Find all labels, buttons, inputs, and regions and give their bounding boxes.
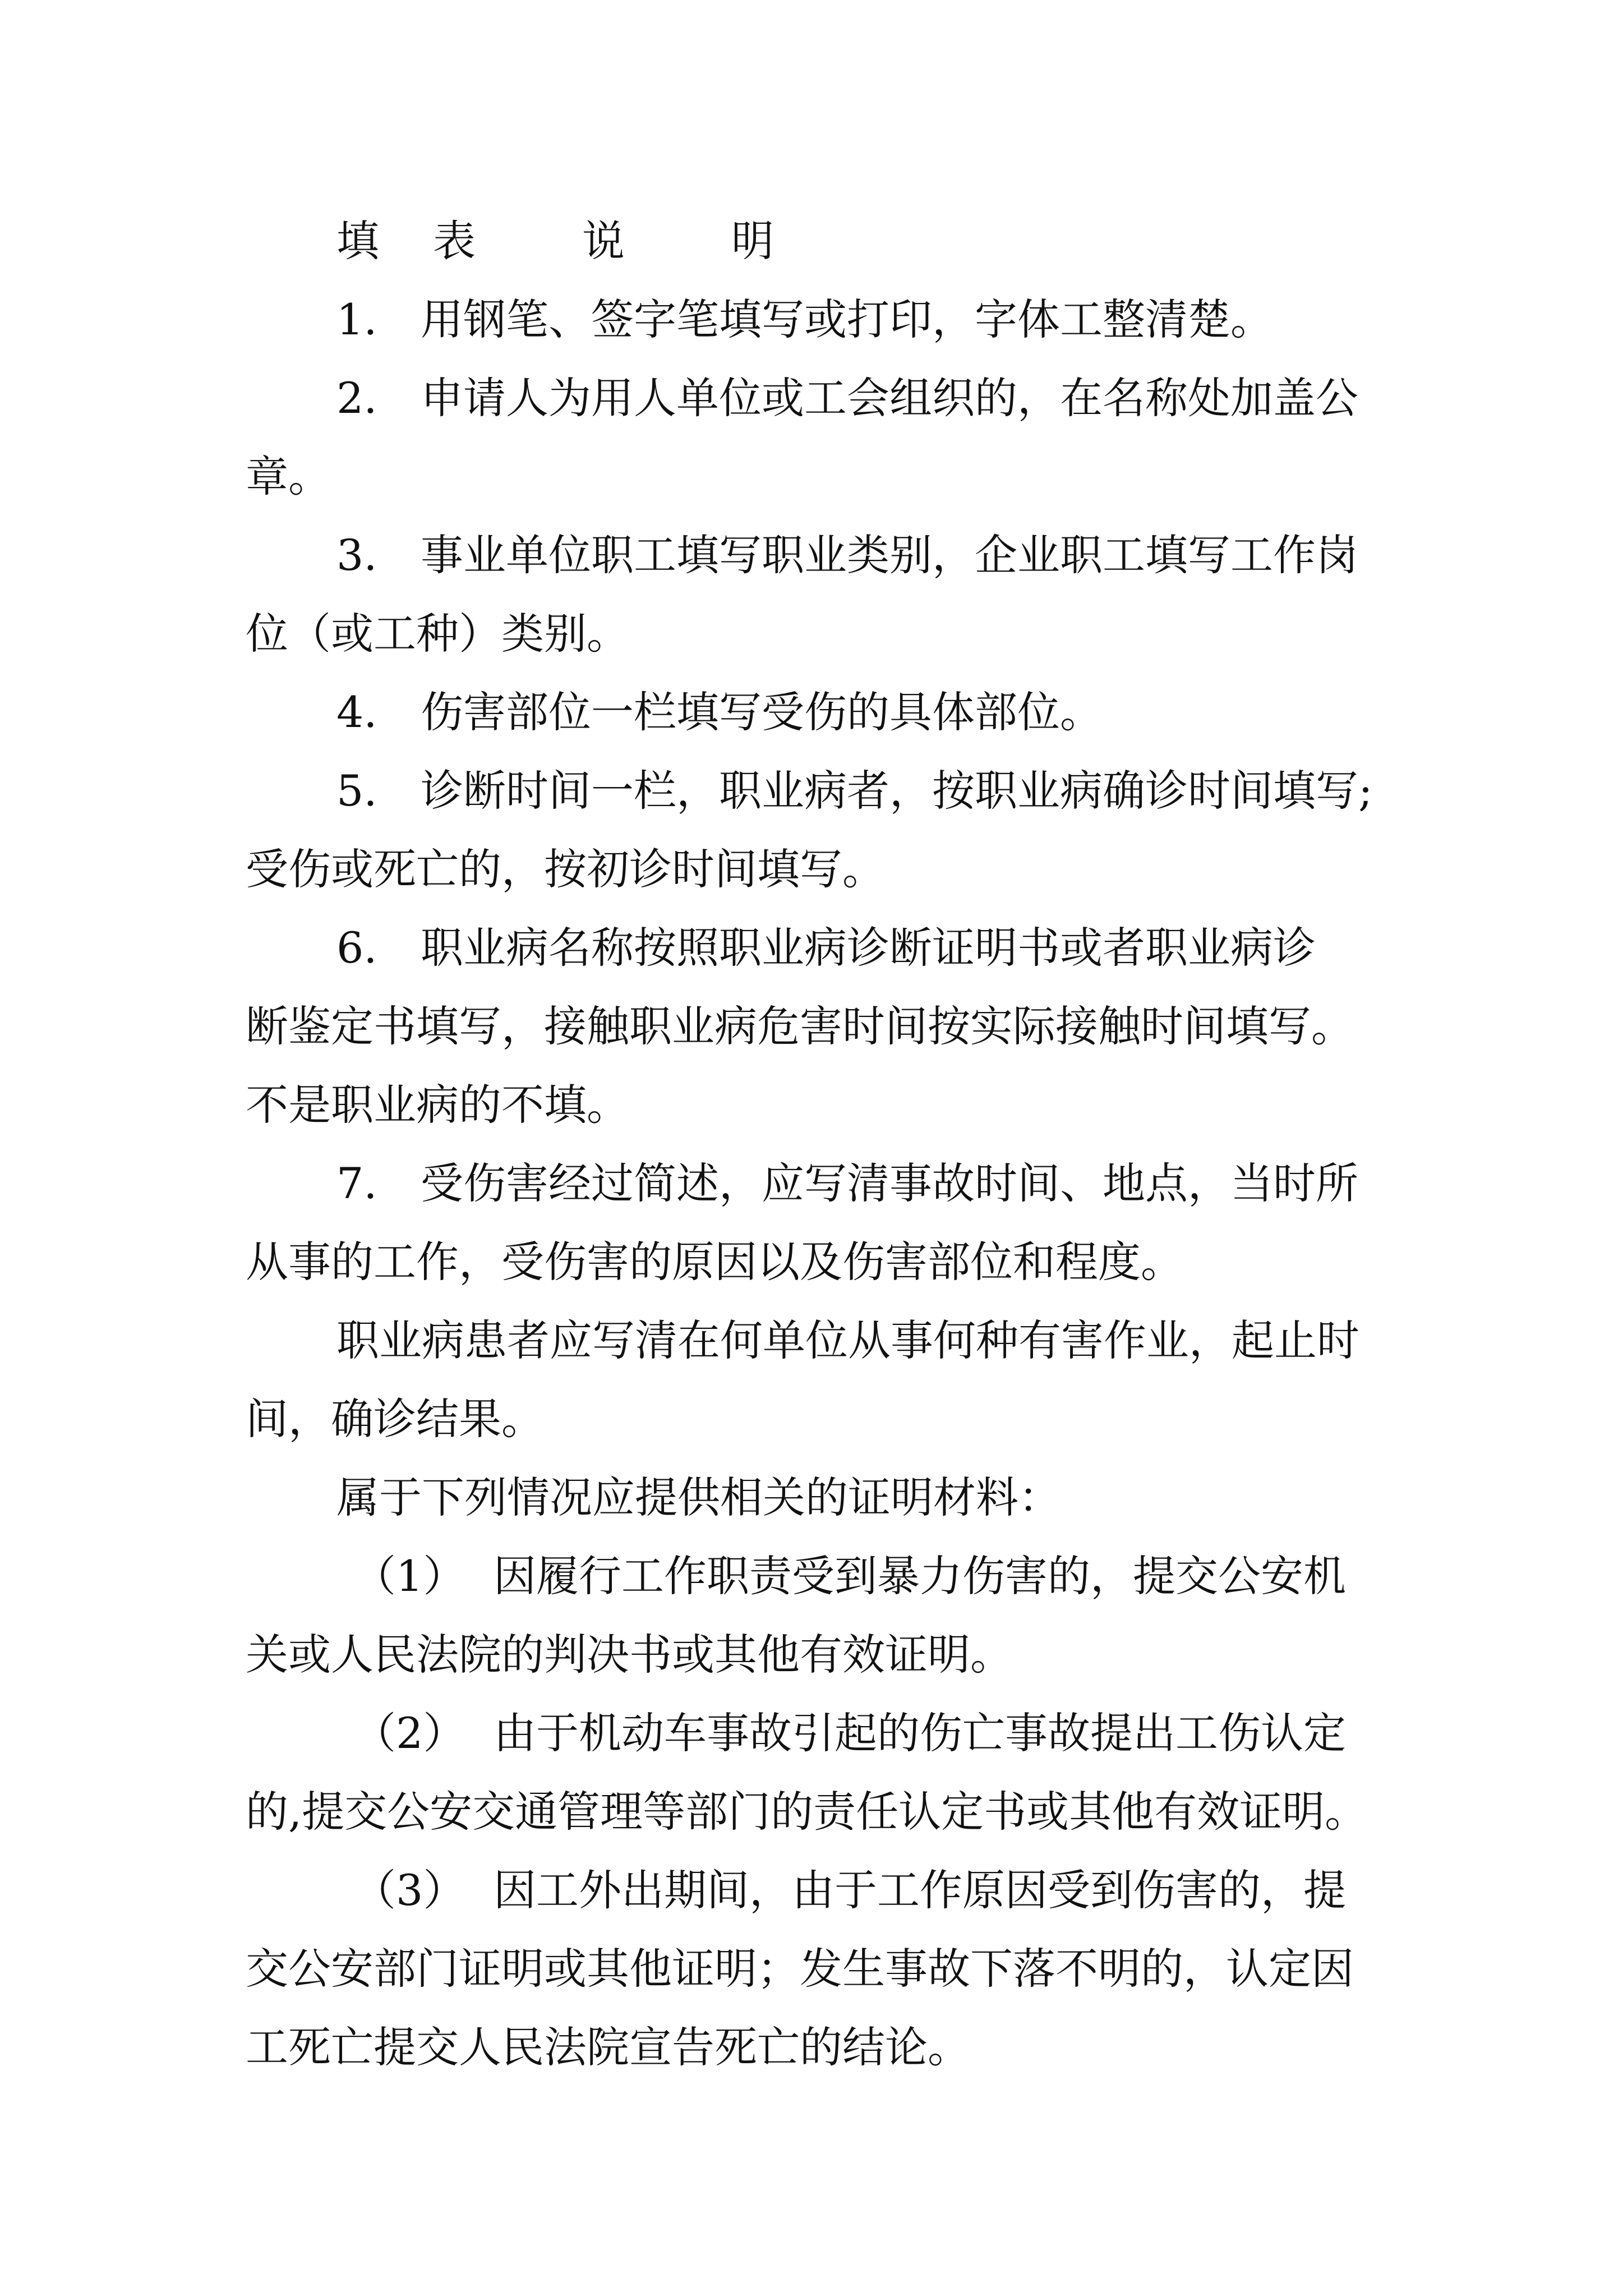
item-number: 2. [336,373,377,423]
item-number: 7. [336,1158,377,1208]
item-text: 受伤害经过简述，应写清事故时间、地点，当时所 [421,1158,1358,1208]
sub-item-continuation: 交公安部门证明或其他证明；发生事故下落不明的，认定因 [246,1944,1354,1994]
title-char: 表 [433,216,476,266]
item-text: 职业病名称按照职业病诊断证明书或者职业病诊 [421,923,1316,973]
instruction-item [336,524,1358,586]
item-number: 6. [336,923,377,973]
item-text: 诊断时间一栏，职业病者，按职业病确诊时间填写; [421,766,1373,816]
item-number: 4. [336,687,377,737]
item-number: 3. [336,530,377,580]
item-number: 5. [336,766,377,816]
instruction-item [336,367,1358,429]
sub-item-continuation: 关或人民法院的判决书或其他有效证明。 [246,1630,1013,1680]
item-continuation: 断鉴定书填写，接触职业病危害时间按实际接触时间填写。 [246,1001,1354,1051]
instruction-item [336,917,1316,979]
sub-item-text: 因工外出期间，由于工作原因受到伤害的，提 [494,1865,1346,1915]
item-continuation: 章。 [246,452,331,501]
sub-item-number: （3） [353,1865,466,1915]
item-text: 用钢笔、签字笔填写或打印，字体工整清楚。 [421,295,1273,344]
page-title [336,210,774,272]
sub-item [353,1703,1346,1764]
item-text: 事业单位职工填写职业类别，企业职工填写工作岗 [421,530,1358,580]
occupational-paragraph-continuation: 间，确诊结果。 [246,1394,544,1444]
sub-item-continuation: 工死亡提交人民法院宣告死亡的结论。 [246,2022,970,2072]
sub-item-continuation: 的,提交公安交通管理等部门的责任认定书或其他有效证明。 [246,1787,1368,1837]
sub-item-text: 由于机动车事故引起的伤亡事故提出工伤认定 [494,1708,1346,1758]
instruction-item [336,289,1273,351]
sub-item [353,1860,1346,1921]
sub-item [353,1545,1346,1607]
sub-item-number: （2） [353,1708,466,1758]
item-continuation: 受伤或死亡的，按初诊时间填写。 [246,844,885,894]
item-number: 1. [336,295,377,344]
item-text: 申请人为用人单位或工会组织的，在名称处加盖公 [421,373,1358,423]
materials-intro: 属于下列情况应提供相关的证明材料： [336,1473,1061,1522]
title-char: 说 [582,216,625,266]
instruction-item [336,760,1373,822]
title-char: 明 [731,216,774,266]
item-continuation: 位（或工种）类别。 [246,609,629,659]
occupational-paragraph: 职业病患者应写清在何单位从事何种有害作业，起止时 [336,1315,1359,1365]
item-continuation: 从事的工作，受伤害的原因以及伤害部位和程度。 [246,1237,1183,1287]
item-continuation: 不是职业病的不填。 [246,1080,629,1130]
item-text: 伤害部位一栏填写受伤的具体部位。 [421,687,1103,737]
instruction-item [336,682,1103,743]
title-char: 填 [336,216,379,266]
sub-item-number: （1） [353,1551,466,1601]
instruction-item [336,1153,1358,1214]
sub-item-text: 因履行工作职责受到暴力伤害的，提交公安机 [494,1551,1346,1601]
